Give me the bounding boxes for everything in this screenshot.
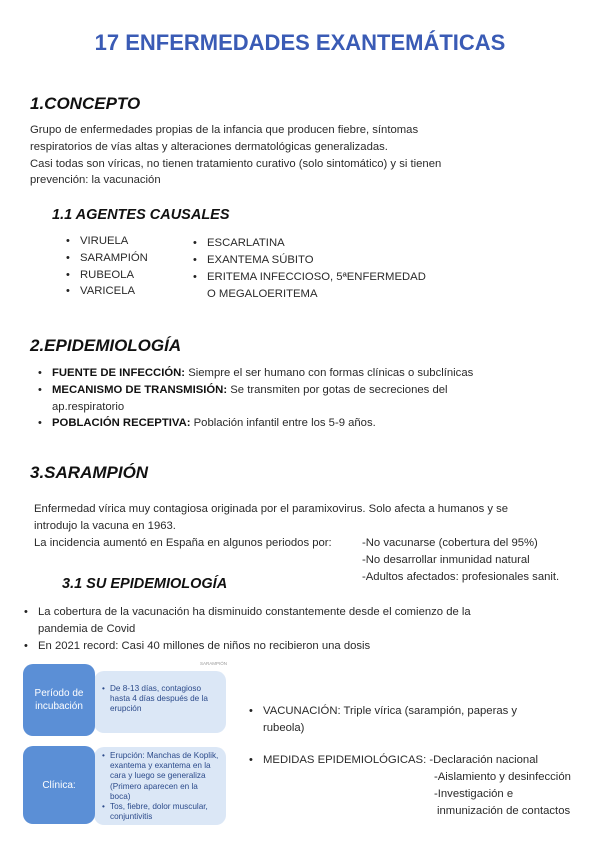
list-item: • ESCARLATINA: [193, 235, 426, 252]
epidemiologia-list: [38, 365, 578, 432]
diagram-caption: SARAMPIÓN: [200, 661, 228, 666]
section-heading-concepto: 1.CONCEPTO: [30, 94, 141, 113]
medidas-continuation: [434, 769, 571, 819]
list-item: • VIRUELA: [66, 233, 148, 250]
subheading-agentes: 1.1 AGENTES CAUSALES: [52, 207, 230, 223]
concepto-paragraph: [30, 122, 590, 189]
page-title: 17 ENFERMEDADES EXANTEMÁTICAS: [94, 30, 506, 55]
concepto-line: respiratorios de vías altas y alteraciones dermatológicas generalizadas.: [30, 140, 388, 153]
list-item-continuation: [38, 399, 578, 416]
diagram-item: • Tos, fiebre, dolor muscular, conjuntivitis: [102, 802, 220, 822]
concepto-line: Grupo de enfermedades propias de la infancia que producen fiebre, síntomas: [30, 124, 419, 136]
subheading-su-epidemiologia: 3.1 SU EPIDEMIOLOGÍA: [62, 576, 228, 592]
list-item: • ERITEMA INFECCIOSO, 5ªENFERMEDAD: [193, 269, 426, 286]
list-item: • VARICELA: [66, 283, 148, 300]
diagram-item: • Erupción: Manchas de Koplik, exantema y exantema en la cara y luego se generaliza (Primero aparecen en la boca): [102, 751, 220, 802]
list-item-continuation: rubeola): [263, 721, 305, 734]
incidence-periods: [362, 535, 559, 585]
clinica-text-box: [94, 747, 226, 825]
item-text: ap.respiratorio: [52, 400, 125, 413]
sarampion-line: introdujo la vacuna en 1963.: [34, 519, 176, 532]
list-item: • MEDIDAS EPIDEMIOLÓGICAS: -Declaración nacional: [249, 752, 594, 769]
concepto-line: Casi todas son víricas, no tienen tratamiento curativo (solo sintomático) y si tienen: [30, 157, 442, 170]
sarampion-line: Enfermedad vírica muy contagiosa originada por el paramixovirus. Solo afecta a humanos y se: [34, 503, 509, 515]
period-line: -No vacunarse (cobertura del 95%): [362, 537, 538, 549]
medida-line: -Aislamiento y desinfección: [434, 771, 571, 783]
clinica-label-box: [23, 746, 95, 824]
incubation-text-box: [94, 671, 226, 733]
agents-list-left: [66, 233, 148, 300]
item-key: MECANISMO DE TRANSMISIÓN:: [52, 383, 228, 396]
period-line: -Adultos afectados: profesionales sanit.: [362, 570, 560, 583]
list-item: [38, 365, 578, 382]
agents-right-continuation: O MEGALOERITEMA: [207, 288, 318, 300]
list-item-continuation: pandemia de Covid: [38, 622, 136, 635]
item-key: FUENTE DE INFECCIÓN:: [52, 367, 186, 379]
item-key: POBLACIÓN RECEPTIVA:: [52, 417, 191, 430]
diagram-label: Clínica:: [42, 779, 76, 791]
item-text: Se transmiten por gotas de secreciones del: [227, 383, 448, 396]
list-item: [38, 415, 578, 432]
sarampion-line: La incidencia aumentó en España en algunos periodos por:: [34, 536, 332, 549]
list-item: • La cobertura de la vacunación ha disminuido constantemente desde el comienzo de la: [24, 604, 584, 621]
agents-list-right: [193, 235, 426, 285]
list-item: • VACUNACIÓN: Triple vírica (sarampión, paperas y: [249, 703, 589, 720]
item-text: Siempre el ser humano con formas clínicas o subclínicas: [185, 367, 474, 379]
item-text: Población infantil entre los 5-9 años.: [190, 417, 376, 430]
diagram-label: Período de incubación: [34, 688, 84, 712]
list-item: • En 2021 record: Casi 40 millones de niños no recibieron una dosis: [24, 638, 584, 655]
sarampion-epi-list: [24, 604, 584, 654]
list-item: • SARAMPIÓN: [66, 250, 148, 267]
list-item: • EXANTEMA SÚBITO: [193, 252, 426, 269]
vacunacion-list: [249, 703, 589, 737]
concepto-line: prevención: la vacunación: [30, 174, 161, 187]
section-heading-epidemiologia: 2.EPIDEMIOLOGÍA: [30, 336, 182, 355]
list-item: • RUBEOLA: [66, 267, 148, 284]
medida-line: -Investigación e: [434, 787, 514, 800]
incubation-label-box: [23, 664, 95, 736]
list-item: [38, 382, 578, 399]
medidas-list: [249, 752, 594, 769]
section-heading-sarampion: 3.SARAMPIÓN: [30, 463, 149, 482]
medida-line: inmunización de contactos: [437, 804, 571, 817]
diagram-item: • De 8-13 días, contagioso hasta 4 días después de la erupción: [102, 684, 220, 715]
period-line: -No desarrollar inmunidad natural: [362, 553, 530, 566]
